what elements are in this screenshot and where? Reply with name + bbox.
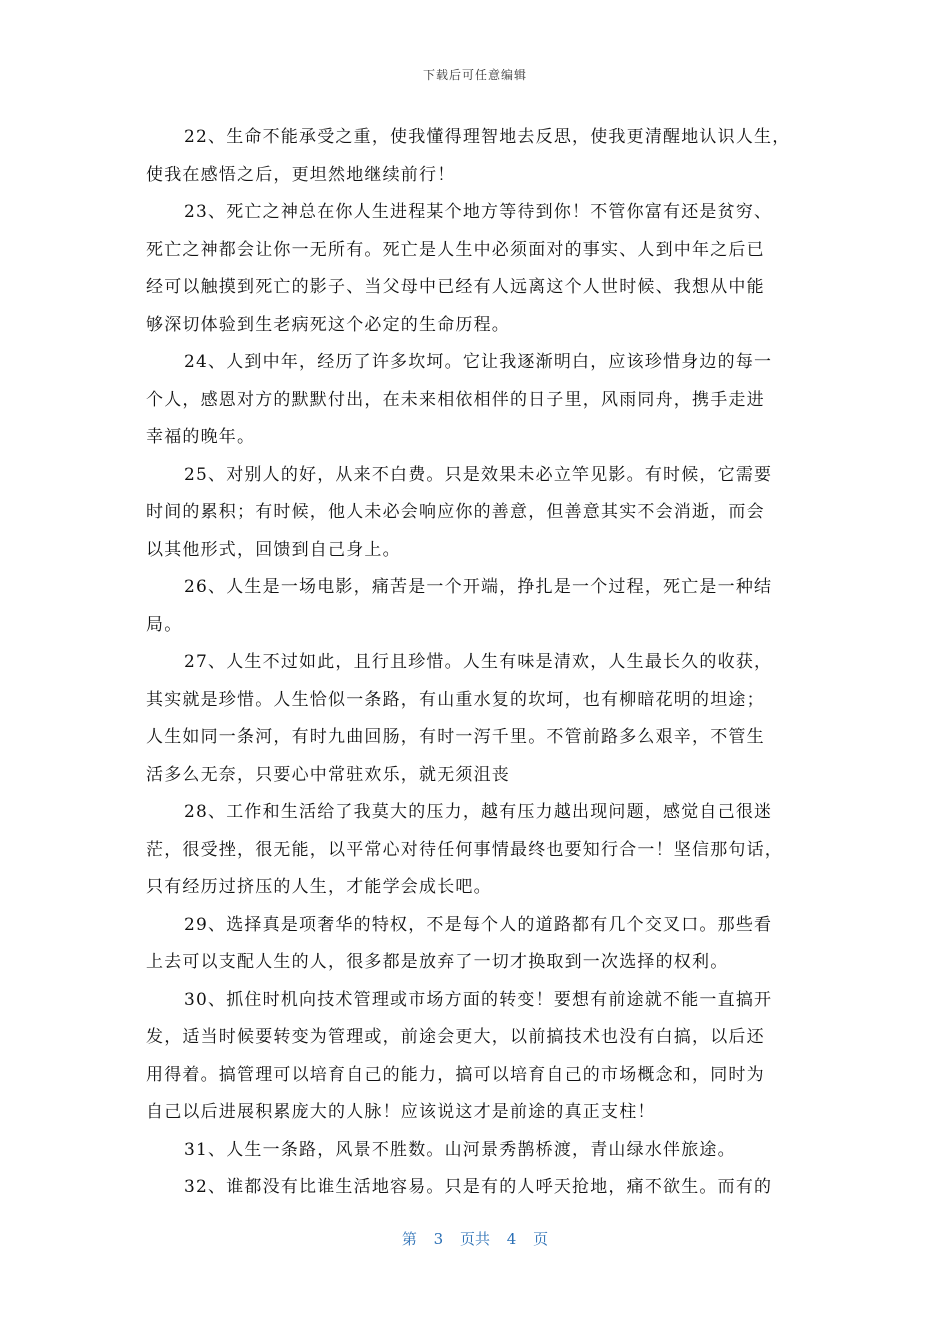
paragraph-line: 28、工作和生活给了我莫大的压力，越有压力越出现问题，感觉自己很迷	[184, 802, 773, 822]
paragraph-line: 上去可以支配人生的人，很多都是放弃了一切才换取到一次选择的权利。	[146, 952, 729, 972]
paragraph-line: 26、人生是一场电影，痛苦是一个开端，挣扎是一个过程，死亡是一种结	[184, 577, 773, 597]
paragraph-31	[146, 1132, 806, 1170]
paragraph-26	[146, 569, 806, 644]
paragraph-27	[146, 644, 806, 794]
paragraph-32	[146, 1169, 806, 1207]
paragraph-25	[146, 457, 806, 570]
paragraph-22	[146, 119, 806, 194]
paragraph-line: 只有经历过挤压的人生，才能学会成长吧。	[146, 877, 492, 897]
paragraph-line: 局。	[146, 614, 183, 635]
footer-page-number: 3	[433, 1230, 444, 1248]
paragraph-line: 32、谁都没有比谁生活地容易。只是有的人呼天抢地，痛不欲生。而有的	[184, 1177, 773, 1197]
paragraph-line: 发，适当时候要转变为管理或，前途会更大，以前搞技术也没有白搞，以后还	[146, 1027, 765, 1047]
paragraph-line: 用得着。搞管理可以培育自己的能力，搞可以培育自己的市场概念和，同时为	[146, 1064, 765, 1085]
paragraph-line: 时间的累积；有时候，他人未必会响应你的善意，但善意其实不会消逝，而会	[146, 502, 765, 522]
page-header: 下载后可任意编辑	[422, 68, 527, 82]
footer-total-pages: 4	[506, 1230, 517, 1248]
paragraph-line: 人生如同一条河，有时九曲回肠，有时一泻千里。不管前路多么艰辛，不管生	[146, 727, 765, 747]
paragraph-line: 29、选择真是项奢华的特权，不是每个人的道路都有几个交叉口。那些看	[184, 914, 773, 935]
paragraph-line: 22、生命不能承受之重，使我懂得理智地去反思，使我更清醒地认识人生，	[184, 127, 791, 147]
paragraph-28	[146, 794, 806, 907]
paragraph-line: 27、人生不过如此，且行且珍惜。人生有味是清欢，人生最长久的收获，	[184, 652, 773, 672]
footer-suffix: 页	[533, 1230, 549, 1248]
paragraph-line: 24、人到中年，经历了许多坎坷。它让我逐渐明白，应该珍惜身边的每一	[184, 352, 773, 372]
paragraph-23	[146, 194, 806, 344]
paragraph-line: 活多么无奈，只要心中常驻欢乐，就无须沮丧	[146, 764, 510, 785]
paragraph-line: 23、死亡之神总在你人生进程某个地方等待到你！不管你富有还是贫穷、	[184, 202, 773, 222]
paragraph-line: 以其他形式，回馈到自己身上。	[146, 539, 401, 560]
footer-middle: 页共	[459, 1230, 490, 1248]
document-body	[146, 119, 806, 1207]
paragraph-29	[146, 907, 806, 982]
page-footer	[0, 1228, 950, 1249]
paragraph-line: 使我在感悟之后，更坦然地继续前行！	[146, 164, 456, 185]
paragraph-line: 死亡之神都会让你一无所有。死亡是人生中必须面对的事实、人到中年之后已	[146, 239, 765, 260]
paragraph-line: 够深切体验到生老病死这个必定的生命历程。	[146, 314, 510, 335]
paragraph-line: 茫，很受挫，很无能，以平常心对待任何事情最终也要知行合一！坚信那句话，	[146, 839, 783, 860]
paragraph-line: 其实就是珍惜。人生恰似一条路，有山重水复的坎坷，也有柳暗花明的坦途；	[146, 689, 765, 710]
paragraph-line: 幸福的晚年。	[146, 427, 256, 447]
paragraph-24	[146, 344, 806, 457]
paragraph-line: 经可以触摸到死亡的影子、当父母中已经有人远离这个人世时候、我想从中能	[146, 277, 765, 297]
footer-prefix: 第	[401, 1230, 417, 1248]
paragraph-line: 31、人生一条路，风景不胜数。山河景秀鹊桥渡，青山绿水伴旅途。	[184, 1139, 736, 1160]
paragraph-line: 自己以后进展积累庞大的人脉！应该说这才是前途的真正支柱！	[146, 1102, 656, 1122]
paragraph-line: 30、抓住时机向技术管理或市场方面的转变！要想有前途就不能一直搞开	[184, 989, 773, 1010]
paragraph-line: 个人，感恩对方的默默付出，在未来相依相伴的日子里，风雨同舟，携手走进	[146, 389, 765, 410]
paragraph-30	[146, 982, 806, 1132]
paragraph-line: 25、对别人的好，从来不白费。只是效果未必立竿见影。有时候，它需要	[184, 464, 773, 485]
